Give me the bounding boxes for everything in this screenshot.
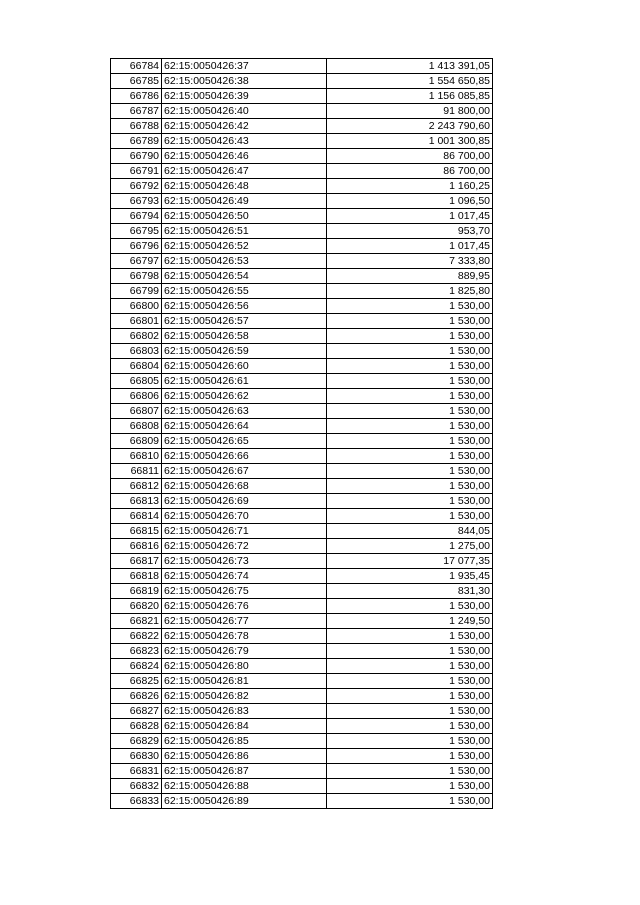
table-body	[111, 59, 493, 809]
cadastral-number-cell: 62:15:0050426:73	[162, 554, 327, 569]
cadastral-number-cell: 62:15:0050426:38	[162, 74, 327, 89]
cadastral-number-cell: 62:15:0050426:49	[162, 194, 327, 209]
row-number-cell: 66790	[111, 149, 162, 164]
cadastral-number-cell: 62:15:0050426:84	[162, 719, 327, 734]
cadastral-value-cell: 1 530,00	[327, 419, 493, 434]
row-number-cell: 66832	[111, 779, 162, 794]
cadastral-number-cell: 62:15:0050426:68	[162, 479, 327, 494]
row-number-cell: 66801	[111, 314, 162, 329]
table-row	[111, 389, 493, 404]
cadastral-value-cell: 1 530,00	[327, 719, 493, 734]
cadastral-value-cell: 844,05	[327, 524, 493, 539]
cadastral-number-cell: 62:15:0050426:71	[162, 524, 327, 539]
cadastral-value-cell: 1 096,50	[327, 194, 493, 209]
cadastral-value-cell: 1 530,00	[327, 734, 493, 749]
table-row	[111, 644, 493, 659]
cadastral-number-cell: 62:15:0050426:62	[162, 389, 327, 404]
table-row	[111, 329, 493, 344]
table-row	[111, 284, 493, 299]
cadastral-number-cell: 62:15:0050426:89	[162, 794, 327, 809]
table-row	[111, 59, 493, 74]
table-row	[111, 509, 493, 524]
cadastral-value-cell: 1 530,00	[327, 779, 493, 794]
cadastral-number-cell: 62:15:0050426:43	[162, 134, 327, 149]
cadastral-value-cell: 953,70	[327, 224, 493, 239]
row-number-cell: 66810	[111, 449, 162, 464]
table-row	[111, 539, 493, 554]
cadastral-value-cell: 1 530,00	[327, 329, 493, 344]
table-row	[111, 314, 493, 329]
row-number-cell: 66813	[111, 494, 162, 509]
table-row	[111, 269, 493, 284]
cadastral-value-cell: 1 160,25	[327, 179, 493, 194]
table-row	[111, 599, 493, 614]
table-row	[111, 554, 493, 569]
cadastral-number-cell: 62:15:0050426:59	[162, 344, 327, 359]
cadastral-value-cell: 1 935,45	[327, 569, 493, 584]
cadastral-value-cell: 7 333,80	[327, 254, 493, 269]
table-row	[111, 704, 493, 719]
cadastral-value-cell: 1 554 650,85	[327, 74, 493, 89]
row-number-cell: 66798	[111, 269, 162, 284]
row-number-cell: 66794	[111, 209, 162, 224]
cadastral-number-cell: 62:15:0050426:57	[162, 314, 327, 329]
cadastral-number-cell: 62:15:0050426:81	[162, 674, 327, 689]
table-row	[111, 179, 493, 194]
row-number-cell: 66817	[111, 554, 162, 569]
table-row	[111, 404, 493, 419]
cadastral-number-cell: 62:15:0050426:87	[162, 764, 327, 779]
cadastral-number-cell: 62:15:0050426:72	[162, 539, 327, 554]
row-number-cell: 66821	[111, 614, 162, 629]
cadastral-number-cell: 62:15:0050426:74	[162, 569, 327, 584]
row-number-cell: 66804	[111, 359, 162, 374]
cadastral-number-cell: 62:15:0050426:40	[162, 104, 327, 119]
row-number-cell: 66789	[111, 134, 162, 149]
table-row	[111, 659, 493, 674]
cadastral-value-cell: 1 530,00	[327, 704, 493, 719]
row-number-cell: 66809	[111, 434, 162, 449]
table-row	[111, 239, 493, 254]
cadastral-value-cell: 1 001 300,85	[327, 134, 493, 149]
cadastral-value-cell: 889,95	[327, 269, 493, 284]
table-row	[111, 419, 493, 434]
cadastral-number-cell: 62:15:0050426:82	[162, 689, 327, 704]
cadastral-number-cell: 62:15:0050426:76	[162, 599, 327, 614]
row-number-cell: 66785	[111, 74, 162, 89]
table-row	[111, 749, 493, 764]
table-row	[111, 719, 493, 734]
row-number-cell: 66799	[111, 284, 162, 299]
cadastral-value-cell: 1 530,00	[327, 299, 493, 314]
table-row	[111, 104, 493, 119]
table-row	[111, 359, 493, 374]
row-number-cell: 66820	[111, 599, 162, 614]
table-row	[111, 689, 493, 704]
table-row	[111, 794, 493, 809]
cadastral-value-cell: 1 413 391,05	[327, 59, 493, 74]
table-row	[111, 254, 493, 269]
row-number-cell: 66803	[111, 344, 162, 359]
cadastral-number-cell: 62:15:0050426:48	[162, 179, 327, 194]
cadastral-number-cell: 62:15:0050426:77	[162, 614, 327, 629]
cadastral-number-cell: 62:15:0050426:47	[162, 164, 327, 179]
table-row	[111, 614, 493, 629]
row-number-cell: 66807	[111, 404, 162, 419]
cadastral-number-cell: 62:15:0050426:60	[162, 359, 327, 374]
cadastral-number-cell: 62:15:0050426:86	[162, 749, 327, 764]
cadastral-value-cell: 1 017,45	[327, 209, 493, 224]
table-row	[111, 209, 493, 224]
cadastral-number-cell: 62:15:0050426:63	[162, 404, 327, 419]
row-number-cell: 66816	[111, 539, 162, 554]
table-row	[111, 464, 493, 479]
row-number-cell: 66795	[111, 224, 162, 239]
cadastral-value-cell: 1 156 085,85	[327, 89, 493, 104]
row-number-cell: 66805	[111, 374, 162, 389]
row-number-cell: 66791	[111, 164, 162, 179]
row-number-cell: 66808	[111, 419, 162, 434]
table-row	[111, 344, 493, 359]
row-number-cell: 66818	[111, 569, 162, 584]
cadastral-number-cell: 62:15:0050426:61	[162, 374, 327, 389]
row-number-cell: 66800	[111, 299, 162, 314]
row-number-cell: 66824	[111, 659, 162, 674]
table-row	[111, 434, 493, 449]
cadastral-value-cell: 1 530,00	[327, 449, 493, 464]
row-number-cell: 66815	[111, 524, 162, 539]
cadastral-number-cell: 62:15:0050426:69	[162, 494, 327, 509]
cadastral-number-cell: 62:15:0050426:51	[162, 224, 327, 239]
row-number-cell: 66812	[111, 479, 162, 494]
row-number-cell: 66826	[111, 689, 162, 704]
table-row	[111, 449, 493, 464]
cadastral-value-cell: 91 800,00	[327, 104, 493, 119]
table-row	[111, 479, 493, 494]
table-row	[111, 134, 493, 149]
table-row	[111, 149, 493, 164]
cadastral-number-cell: 62:15:0050426:75	[162, 584, 327, 599]
cadastral-number-cell: 62:15:0050426:83	[162, 704, 327, 719]
row-number-cell: 66811	[111, 464, 162, 479]
cadastral-number-cell: 62:15:0050426:52	[162, 239, 327, 254]
cadastral-number-cell: 62:15:0050426:50	[162, 209, 327, 224]
cadastral-value-cell: 1 825,80	[327, 284, 493, 299]
table-row	[111, 194, 493, 209]
table-row	[111, 629, 493, 644]
table-row	[111, 164, 493, 179]
cadastral-value-cell: 1 530,00	[327, 494, 493, 509]
cadastral-value-cell: 1 530,00	[327, 314, 493, 329]
row-number-cell: 66827	[111, 704, 162, 719]
cadastral-number-cell: 62:15:0050426:58	[162, 329, 327, 344]
row-number-cell: 66802	[111, 329, 162, 344]
cadastral-value-cell: 1 530,00	[327, 464, 493, 479]
cadastral-number-cell: 62:15:0050426:64	[162, 419, 327, 434]
table-row	[111, 494, 493, 509]
table-row	[111, 764, 493, 779]
cadastral-value-cell: 1 530,00	[327, 599, 493, 614]
cadastral-number-cell: 62:15:0050426:65	[162, 434, 327, 449]
table-row	[111, 89, 493, 104]
cadastral-value-cell: 1 530,00	[327, 674, 493, 689]
cadastral-number-cell: 62:15:0050426:56	[162, 299, 327, 314]
row-number-cell: 66819	[111, 584, 162, 599]
cadastral-number-cell: 62:15:0050426:78	[162, 629, 327, 644]
cadastral-number-cell: 62:15:0050426:85	[162, 734, 327, 749]
cadastral-number-cell: 62:15:0050426:67	[162, 464, 327, 479]
row-number-cell: 66786	[111, 89, 162, 104]
table-row	[111, 524, 493, 539]
cadastral-number-cell: 62:15:0050426:66	[162, 449, 327, 464]
row-number-cell: 66828	[111, 719, 162, 734]
cadastral-value-cell: 1 530,00	[327, 629, 493, 644]
cadastral-value-cell: 1 530,00	[327, 374, 493, 389]
table-row	[111, 119, 493, 134]
row-number-cell: 66806	[111, 389, 162, 404]
cadastral-value-cell: 1 249,50	[327, 614, 493, 629]
cadastral-number-cell: 62:15:0050426:53	[162, 254, 327, 269]
table-row	[111, 299, 493, 314]
row-number-cell: 66792	[111, 179, 162, 194]
cadastral-value-cell: 1 530,00	[327, 794, 493, 809]
cadastral-value-cell: 2 243 790,60	[327, 119, 493, 134]
table-row	[111, 734, 493, 749]
cadastral-number-cell: 62:15:0050426:42	[162, 119, 327, 134]
row-number-cell: 66830	[111, 749, 162, 764]
table-row	[111, 374, 493, 389]
table-row	[111, 779, 493, 794]
cadastral-value-cell: 1 530,00	[327, 689, 493, 704]
cadastral-number-cell: 62:15:0050426:39	[162, 89, 327, 104]
row-number-cell: 66833	[111, 794, 162, 809]
cadastral-number-cell: 62:15:0050426:70	[162, 509, 327, 524]
cadastral-value-cell: 1 017,45	[327, 239, 493, 254]
cadastral-value-cell: 1 530,00	[327, 434, 493, 449]
cadastral-number-cell: 62:15:0050426:79	[162, 644, 327, 659]
cadastral-number-cell: 62:15:0050426:46	[162, 149, 327, 164]
row-number-cell: 66796	[111, 239, 162, 254]
cadastral-value-table	[110, 58, 493, 809]
cadastral-number-cell: 62:15:0050426:80	[162, 659, 327, 674]
row-number-cell: 66787	[111, 104, 162, 119]
cadastral-number-cell: 62:15:0050426:54	[162, 269, 327, 284]
cadastral-value-cell: 1 530,00	[327, 389, 493, 404]
cadastral-number-cell: 62:15:0050426:88	[162, 779, 327, 794]
row-number-cell: 66788	[111, 119, 162, 134]
row-number-cell: 66814	[111, 509, 162, 524]
cadastral-value-cell: 86 700,00	[327, 149, 493, 164]
cadastral-value-cell: 86 700,00	[327, 164, 493, 179]
row-number-cell: 66831	[111, 764, 162, 779]
row-number-cell: 66825	[111, 674, 162, 689]
table-row	[111, 674, 493, 689]
cadastral-value-cell: 1 530,00	[327, 359, 493, 374]
row-number-cell: 66784	[111, 59, 162, 74]
cadastral-value-cell: 1 530,00	[327, 659, 493, 674]
cadastral-value-cell: 1 530,00	[327, 749, 493, 764]
cadastral-value-cell: 1 530,00	[327, 479, 493, 494]
row-number-cell: 66797	[111, 254, 162, 269]
table-row	[111, 74, 493, 89]
cadastral-value-cell: 1 275,00	[327, 539, 493, 554]
cadastral-value-cell: 1 530,00	[327, 404, 493, 419]
row-number-cell: 66829	[111, 734, 162, 749]
row-number-cell: 66822	[111, 629, 162, 644]
row-number-cell: 66793	[111, 194, 162, 209]
table-row	[111, 569, 493, 584]
cadastral-value-cell: 1 530,00	[327, 509, 493, 524]
table-row	[111, 224, 493, 239]
cadastral-value-cell: 17 077,35	[327, 554, 493, 569]
cadastral-value-cell: 1 530,00	[327, 344, 493, 359]
cadastral-value-cell: 831,30	[327, 584, 493, 599]
cadastral-number-cell: 62:15:0050426:55	[162, 284, 327, 299]
table-row	[111, 584, 493, 599]
cadastral-number-cell: 62:15:0050426:37	[162, 59, 327, 74]
cadastral-value-cell: 1 530,00	[327, 764, 493, 779]
row-number-cell: 66823	[111, 644, 162, 659]
cadastral-value-cell: 1 530,00	[327, 644, 493, 659]
